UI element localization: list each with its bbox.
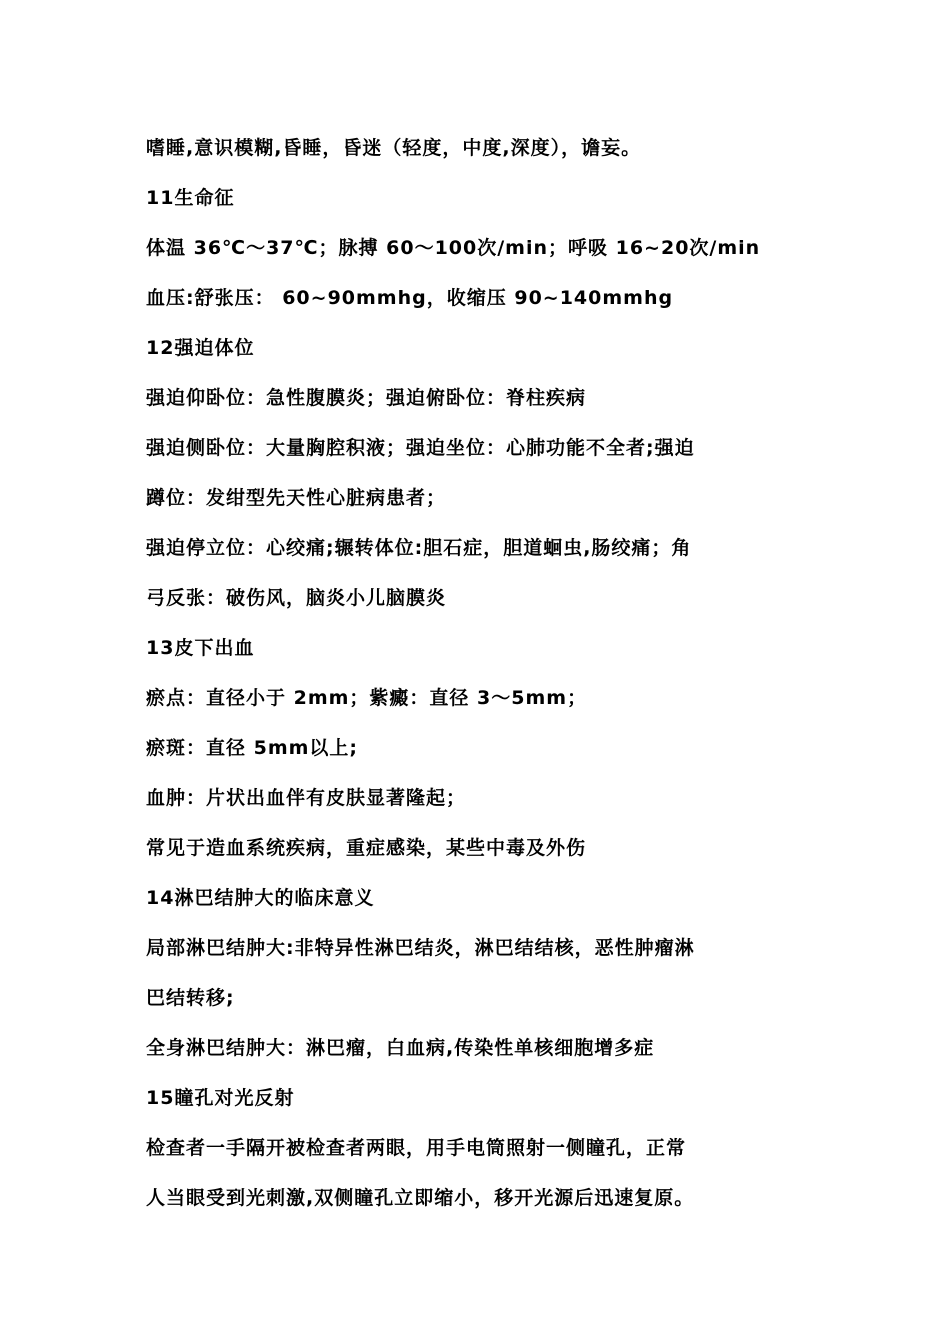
text-line-standing-restless: 强迫停立位：心绞痛;辗转体位:胆石症，胆道蛔虫,肠绞痛；角 xyxy=(146,537,692,559)
text-line-reflex-result: 人当眼受到光刺激,双侧瞳孔立即缩小，移开光源后迅速复原。 xyxy=(146,1187,695,1209)
text-line-reflex-method: 检查者一手隔开被检查者两眼，用手电筒照射一侧瞳孔，正常 xyxy=(146,1137,687,1159)
text-line-systemic-lymph-nodes: 全身淋巴结肿大：淋巴瘤，白血病,传染性单核细胞增多症 xyxy=(146,1037,655,1059)
text-line-blood-pressure: 血压:舒张压： 60~90mmhg，收缩压 90~140mmhg xyxy=(146,287,674,309)
text-line-consciousness: 嗜睡,意识模糊,昏睡，昏迷（轻度，中度,深度），谵妄。 xyxy=(146,137,642,159)
text-line-temperature-pulse-respiration: 体温 36℃～37℃；脉搏 60～100次/min；呼吸 16~20次/min xyxy=(146,237,761,259)
text-line-hematoma: 血肿：片状出血伴有皮肤显著隆起； xyxy=(146,787,467,809)
text-line-lateral-sitting: 强迫侧卧位：大量胸腔积液；强迫坐位：心肺功能不全者;强迫 xyxy=(146,437,695,459)
heading-lymph-node-enlargement: 14淋巴结肿大的临床意义 xyxy=(146,887,375,909)
heading-vital-signs: 11生命征 xyxy=(146,187,235,209)
text-line-ecchymosis: 瘀斑：直径 5mm以上; xyxy=(146,737,359,759)
text-line-local-lymph-nodes: 局部淋巴结肿大:非特异性淋巴结炎，淋巴结结核，恶性肿瘤淋 xyxy=(146,937,695,959)
text-line-metastasis: 巴结转移; xyxy=(146,987,235,1009)
text-line-opisthotonus: 弓反张：破伤风，脑炎小儿脑膜炎 xyxy=(146,587,447,609)
document-body xyxy=(146,128,816,1228)
text-line-supine-prone: 强迫仰卧位：急性腹膜炎；强迫俯卧位：脊柱疾病 xyxy=(146,387,587,409)
text-line-common-causes: 常见于造血系统疾病，重症感染，某些中毒及外伤 xyxy=(146,837,587,859)
heading-forced-position: 12强迫体位 xyxy=(146,337,255,359)
heading-subcutaneous-bleeding: 13皮下出血 xyxy=(146,637,255,659)
heading-pupillary-light-reflex: 15瞳孔对光反射 xyxy=(146,1087,295,1109)
text-line-squatting: 蹲位：发绀型先天性心脏病患者； xyxy=(146,487,447,509)
text-line-petechia-purpura: 瘀点：直径小于 2mm；紫癜：直径 3～5mm； xyxy=(146,687,588,709)
